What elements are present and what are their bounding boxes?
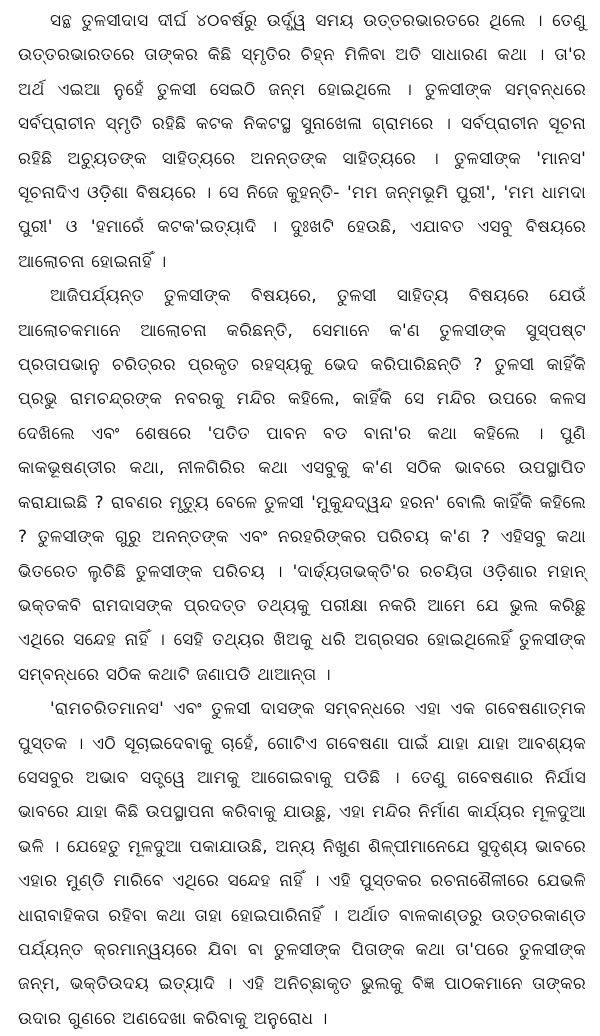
paragraph-2: ଆଜିପର୍ଯ୍ୟନ୍ତ ତୁଳସୀଙ୍କ ବିଷୟରେ, ତୁଳସୀ ସାହିତ୍ୟ ବିଷୟରେ ଯେଉଁ ଆଲୋଚକମାନେ ଆଲୋଚନା କରିଛନ୍ତି, ସେମାନେ କ'ଣ ତୁଳସୀଙ୍କ ସୁସ୍ପଷ୍ଟ ପ୍ରତାପଭାନୁ ଚରିତ୍ରର ପ୍ରକୃତ ରହସ୍ୟକୁ ଭେଦ କରିପାରିଛନ୍ତି ? ତୁଳସୀ କାହିଁକି ପ୍ରଭୁ ରାମଚନ୍ଦ୍ରଙ୍କ ନବରକୁ ମନ୍ଦିର କହିଲେ, କାହିଁକି ସେ ମନ୍ଦିର ଉପରେ କଳସ ଦେଖିଲେ ଏବଂ ଶେଷରେ 'ପତିତ ପାବନ ବଡ ବାନା'ର କଥା କହିଲେ । ପୁଣି କାକଭୂଷଣ୍ଡୀର କଥା, ନୀଳଗିରିର କଥା ଏସବୁକୁ କ'ଣ ସଠିକ ଭାବରେ ଉପସ୍ଥାପିତ କରାଯାଇଛି ? ରାବଣର ମୃତ୍ୟୁ ବେଳେ ତୁଳସୀ 'ମୁକୁନ୍ଦଦ୍ୱନ୍ଦ ହରନ' ବୋଲି କାହିଁକି କହିଲେ ? ତୁଳସୀଙ୍କ ଗୁରୁ ଅନନ୍ତଙ୍କ ଏବଂ ନରହରିଙ୍କର ପରିଚୟ କ'ଣ ? ଏହିସବୁ କଥା ଭିତରେତ ଲୁଚିଛି ତୁଳସୀଙ୍କ ପରିଚୟ । 'ଦାର୍ଢ୍ୟତାଭକ୍ତି'ର ରଚୟିତା ଓଡ଼ିଶାର ମହାନ୍ ଭକ୍ତକବି ରାମଦାସଙ୍କ ପ୍ରଦତ୍ତ ତଥ୍ୟକୁ ପରୀକ୍ଷା ନକରି ଆମେ ଯେ ଭୁଲ କରିଛୁ ଏଥିରେ ସନ୍ଦେହ ନାହିଁ । ସେହି ତଥ୍ୟର ଖିଅକୁ ଧରି ଅଗ୍ରସର ହୋଇଥିଲେହିଁ ତୁଳସୀଙ୍କ ସମ୍ବନ୍ଧରେ ସଠିକ କଥାଟି ଜଣାପଡି ଥାଆନ୍ତା । xyxy=(18,286,586,685)
paragraph-1: ସନ୍ଥ ତୁଳସୀଦାସ ଦୀର୍ଘ ୪୦ବର୍ଷରୁ ଉର୍ଦ୍ଧ୍ୱ ସମୟ ଉତ୍ତରଭାରତରେ ଥିଲେ । ତେଣୁ ଉତ୍ତରଭାରତରେ ତାଙ୍କର କିଛି ସ୍ମୃତିର ଚିହ୍ନ ମିଳିବା ଅତି ସାଧାରଣ କଥା । ତା'ର ଅର୍ଥ ଏଇଆ ନୁହେଁ ତୁଳସୀ ସେଇଠି ଜନ୍ମ ହୋଇଥିଲେ । ତୁଳସୀଙ୍କ ସମ୍ବନ୍ଧରେ ସର୍ବପ୍ରାଚୀନ ସ୍ମୃତି ରହିଛି କଟକ ନିକଟସ୍ଥ ସୁନାଖେଳା ଗ୍ରାମରେ । ସର୍ବପ୍ରାଚୀନ ସୂଚନା ରହିଛି ଅଚ୍ୟୁତଙ୍କ ସାହିତ୍ୟରେ ଅନନ୍ତଙ୍କ ସାହିତ୍ୟରେ । ତୁଳସୀଙ୍କ 'ମାନସ' ସୂଚନାଦିଏ ଓଡ଼ିଶା ବିଷୟରେ । ସେ ନିଜେ କୁହନ୍ତି- 'ମମ ଜନ୍ମଭୂମି ପୁରୀ', 'ମମ ଧାମଦା ପୁରୀ' ଓ 'ହମାରେଁ କଟକ'ଇତ୍ୟାଦି । ଦୁଃଖଟି ହେଉଛି, ଏଯାବତ ଏସବୁ ବିଷୟରେ ଆଲୋଚନା ହୋଇନାହିଁ । xyxy=(18,11,586,272)
paragraph-3: 'ରାମଚରିତମାନସ' ଏବଂ ତୁଳସୀ ଦାସଙ୍କ ସମ୍ବନ୍ଧରେ ଏହା ଏକ ଗବେଷଣାତ୍ମକ ପୁସ୍ତକ । ଏଠି ସୂଚାଇଦେବାକୁ ଚାହେଁ, ଗୋଟିଏ ଗବେଷଣା ପାଇଁ ଯାହା ଯାହା ଆବଶ୍ୟକ ସେସବୁର ଅଭାବ ସତ୍ତ୍ୱେ ଆମକୁ ଆଗେଇବାକୁ ପଡିଛି । ତେଣୁ ଗବେଷଣାର ନିର୍ଯାସ ଭାବରେ ଯାହା କିଛି ଉପସ୍ଥାପନା କରିବାକୁ ଯାଉଛୁ, ଏହା ମନ୍ଦିର ନିର୍ମାଣ କାର୍ଯ୍ୟର ମୂଳଦୁଆ ଭଳି । ଯେହେତୁ ମୂଳଦୁଆ ପକାଯାଉଛି, ଅନ୍ୟ ନିଖୁଣ ଶିଳ୍ପୀମାନେଯେ ସୁଦୃଶ୍ୟ ଭାବରେ ଏହାର ମୁଣ୍ଡି ମାରିବେ ଏଥିରେ ସନ୍ଦେହ ନାହିଁ । ଏହି ପୁସ୍ତକର ରଚନାଶୈଳୀରେ ଯେଭଳି ଧାରାବାହିକତା ରହିବା କଥା ତାହା ହୋଇପାରିନାହିଁ । ଅର୍ଥାତ ବାଳକାଣ୍ଡରୁ ଉତ୍ତରକାଣ୍ଡ ପର୍ଯ୍ୟନ୍ତ କ୍ରମାନ୍ୱୟରେ ଯିବା ବା ତୁଳସୀଙ୍କ ପିତାଙ୍କ କଥା ତା'ପରେ ତୁଳସୀଙ୍କ ଜନ୍ମ, ଭକ୍ତିଉଦୟ ଇତ୍ୟାଦି । ଏହି ଅନିଚ୍ଛାକୃତ ଭୁଲକୁ ବିଜ୍ଞ ପାଠକମାନେ ତାଙ୍କର ଉଦାର ଗୁଣରେ ଅଣଦେଖା କରିବାକୁ ଅନୁରୋଧ । xyxy=(18,699,586,1029)
